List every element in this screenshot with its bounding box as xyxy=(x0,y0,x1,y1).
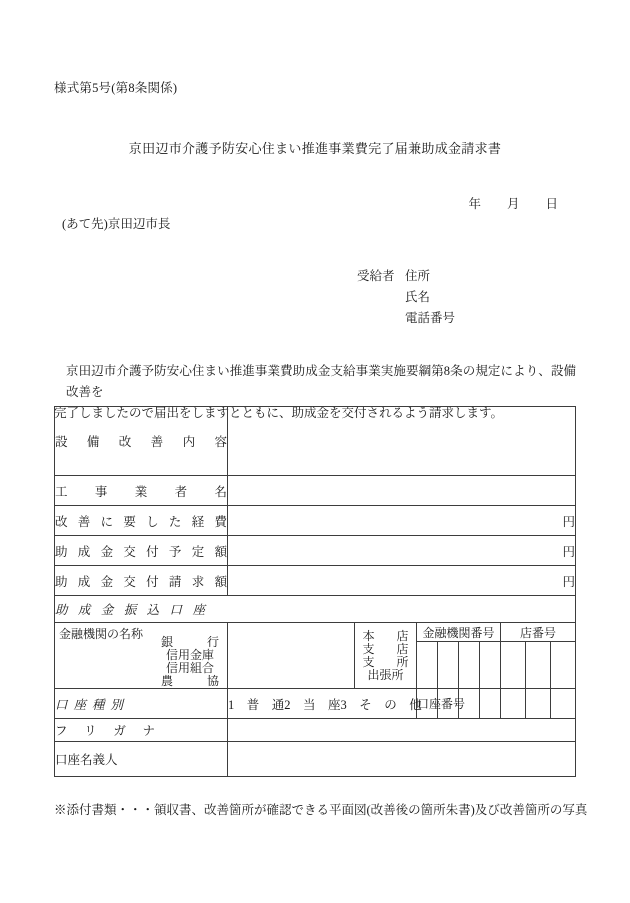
branch-type-office[interactable]: 支 所 xyxy=(362,654,409,669)
label-account-type: 口 座 種 別 xyxy=(55,689,228,719)
branch-type-branch[interactable]: 支 店 xyxy=(362,641,409,656)
account-type-option-other[interactable]: 3 そ の 他 xyxy=(340,697,422,712)
branch-number-cell-3[interactable] xyxy=(550,642,575,689)
account-type-options xyxy=(228,689,422,719)
account-number-cell-3[interactable] xyxy=(480,689,501,719)
account-type-option-toza[interactable]: 2 当 座 xyxy=(284,697,341,712)
account-number-cell-5[interactable] xyxy=(526,689,551,719)
addressee: (あて先)京田辺市長 xyxy=(62,217,171,231)
label-branch-number: 店番号 xyxy=(501,623,575,642)
branch-type-head[interactable]: 本 店 xyxy=(362,628,409,643)
branch-type-satellite[interactable]: 出張所 xyxy=(367,667,404,682)
table-row-account-holder xyxy=(55,742,576,777)
table-row-planned-grant xyxy=(55,536,576,566)
label-bank-name: 金融機関の名称 xyxy=(59,627,144,641)
table-row-account-header xyxy=(55,596,576,623)
value-improvement-cost[interactable]: 円 xyxy=(228,506,576,536)
value-contractor-name[interactable] xyxy=(228,476,576,506)
label-improvement-cost: 改 善 に 要 し た 経 費 xyxy=(55,506,228,536)
value-planned-grant[interactable]: 円 xyxy=(228,536,576,566)
label-account-holder: 口座名義人 xyxy=(55,742,228,777)
institution-number-cell-1[interactable] xyxy=(417,642,438,689)
label-improvement-content: 設 備 改 善 内 容 xyxy=(55,407,228,476)
date-year-label: 年 xyxy=(468,197,481,211)
body-line-1: 京田辺市介護予防安心住まい推進事業費助成金支給事業実施要綱第8条の規定により、設備改善を xyxy=(66,364,576,399)
recipient-phone-row xyxy=(357,308,455,329)
branch-number-cell-2[interactable] xyxy=(526,642,551,689)
bank-institution-types xyxy=(161,636,219,688)
recipient-name-label: 氏名 xyxy=(405,290,431,304)
bank-type-bank[interactable]: 銀 行 xyxy=(161,635,219,649)
account-number-cell-4[interactable] xyxy=(501,689,526,719)
table-row-account-type xyxy=(55,689,576,719)
table-row-bank xyxy=(55,623,576,689)
value-improvement-content[interactable] xyxy=(228,407,576,476)
institution-number-cell-3[interactable] xyxy=(459,642,480,689)
institution-number-cell-4[interactable] xyxy=(479,642,500,689)
branch-number-cell-1[interactable] xyxy=(501,642,526,689)
recipient-phone-label: 電話番号 xyxy=(405,311,456,325)
bank-name-value[interactable] xyxy=(228,623,355,689)
label-planned-grant: 助 成 金 交 付 予 定 額 xyxy=(55,536,228,566)
table-row-improvement xyxy=(55,407,576,476)
body-line-2: 完了しましたので届出をしますとともに、助成金を交付されるよう請求します。 xyxy=(54,406,504,420)
application-table xyxy=(54,406,576,777)
recipient-label: 受給者 xyxy=(357,269,395,283)
label-transfer-account: 助 成 金 振 込 口 座 xyxy=(55,596,576,623)
recipient-address-label: 住所 xyxy=(405,269,431,283)
recipient-address-row xyxy=(357,266,455,287)
value-account-holder[interactable] xyxy=(228,742,576,777)
label-contractor-name: 工 事 業 者 名 xyxy=(55,476,228,506)
account-number-cell-6[interactable] xyxy=(551,689,576,719)
account-type-option-futsu[interactable]: 1 普 通 xyxy=(228,697,285,712)
date-day-label: 日 xyxy=(545,197,558,211)
value-claimed-grant[interactable]: 円 xyxy=(228,566,576,596)
bank-branch-types xyxy=(355,623,417,689)
recipient-block xyxy=(357,266,455,329)
bank-type-shinkin[interactable]: 信用金庫 xyxy=(165,648,214,662)
value-furigana[interactable] xyxy=(228,719,576,742)
table-row-cost xyxy=(55,506,576,536)
bank-name-label-cell xyxy=(55,623,228,689)
table-row-furigana xyxy=(55,719,576,742)
institution-number-group xyxy=(417,623,501,689)
document-title: 京田辺市介護予防安心住まい推進事業費完了届兼助成金請求書 xyxy=(128,141,502,156)
bank-type-nokyo[interactable]: 農 協 xyxy=(161,674,219,688)
label-account-number: 口座番号 xyxy=(417,689,438,719)
recipient-name-row xyxy=(357,287,455,308)
label-claimed-grant: 助 成 金 交 付 請 求 額 xyxy=(55,566,228,596)
label-furigana: フ リ ガ ナ xyxy=(55,719,228,742)
table-row-contractor xyxy=(55,476,576,506)
date-month-label: 月 xyxy=(506,197,520,211)
branch-number-group xyxy=(501,623,576,689)
date-line xyxy=(468,194,558,212)
label-institution-number: 金融機関番号 xyxy=(417,623,500,642)
footnote: ※添付書類・・・領収書、改善箇所が確認できる平面図(改善後の箇所朱書)及び改善箇所の写真 xyxy=(54,803,588,817)
form-number: 様式第5号(第8条関係) xyxy=(54,81,178,95)
table-row-claimed-grant xyxy=(55,566,576,596)
bank-type-shinkumi[interactable]: 信用組合 xyxy=(165,661,214,675)
institution-number-cell-2[interactable] xyxy=(438,642,459,689)
